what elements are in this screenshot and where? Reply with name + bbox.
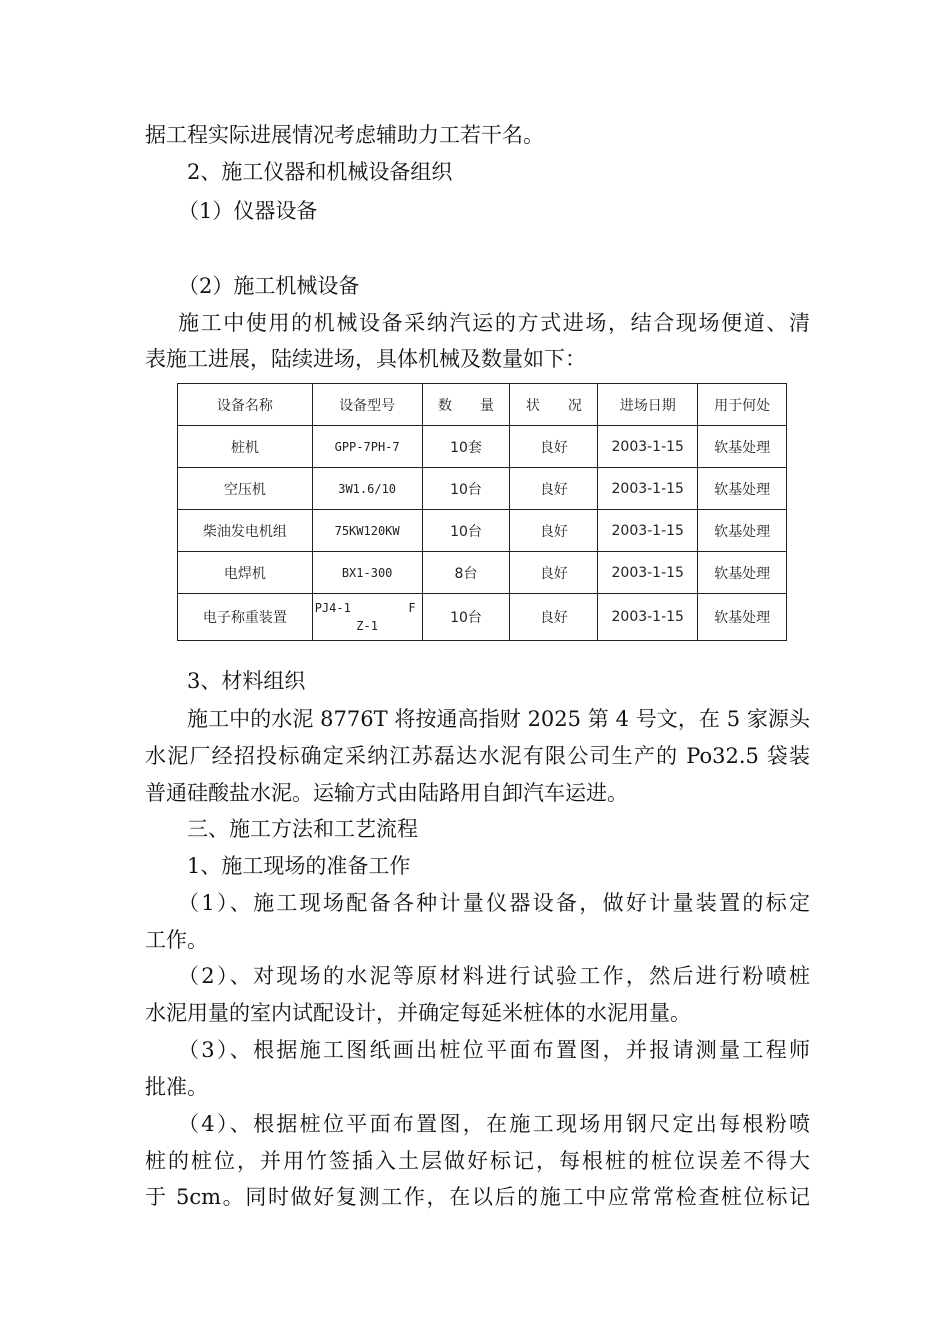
paragraph-line: 水泥厂经招投标确定采纳江苏磊达水泥有限公司生产的 Po32.5 袋装 xyxy=(145,744,810,768)
section-heading: 2、施工仪器和机械设备组织 xyxy=(187,160,453,184)
paragraph-line: （3）、根据施工图纸画出桩位平面布置图，并报请测量工程师 xyxy=(178,1038,810,1062)
paragraph-line: 施工中的水泥 8776T 将按通高指财 2025 第 4 号文，在 5 家源头 xyxy=(187,707,810,731)
table-cell: 软基处理 xyxy=(698,552,787,594)
table-cell-model-split xyxy=(312,594,422,641)
paragraph-line: 据工程实际进展情况考虑辅助力工若干名。 xyxy=(145,123,544,147)
table-header-cell: 状 况 xyxy=(510,384,598,426)
model-line-1 xyxy=(313,599,422,617)
table-cell: 良好 xyxy=(510,552,598,594)
table-cell: 10台 xyxy=(422,594,510,641)
paragraph-line: 水泥用量的室内试配设计，并确定每延米桩体的水泥用量。 xyxy=(145,1001,691,1025)
table-header-cell: 进场日期 xyxy=(598,384,698,426)
table-cell: 电焊机 xyxy=(178,552,313,594)
paragraph-line: 桩的桩位，并用竹签插入土层做好标记，每根桩的桩位误差不得大 xyxy=(145,1149,810,1173)
table-cell: 软基处理 xyxy=(698,594,787,641)
table-header-cell: 设备型号 xyxy=(312,384,422,426)
table-cell: 软基处理 xyxy=(698,468,787,510)
table-cell: 8台 xyxy=(422,552,510,594)
model-part: PJ4-1 xyxy=(314,601,351,615)
table-cell: 电子称重装置 xyxy=(178,594,313,641)
section-heading: 1、施工现场的准备工作 xyxy=(187,854,411,878)
table-cell: 10台 xyxy=(422,468,510,510)
paragraph-line: （2）、对现场的水泥等原材料进行试验工作，然后进行粉喷桩 xyxy=(178,964,810,988)
table-cell: 10套 xyxy=(422,426,510,468)
table-cell: 柴油发电机组 xyxy=(178,510,313,552)
table-row xyxy=(178,468,787,510)
table-cell: 良好 xyxy=(510,594,598,641)
table-cell: 软基处理 xyxy=(698,426,787,468)
table-cell: 良好 xyxy=(510,510,598,552)
paragraph-line: （1）、施工现场配备各种计量仪器设备，做好计量装置的标定 xyxy=(178,891,810,915)
table-cell: 75KW120KW xyxy=(312,510,422,552)
table-header-cell: 用于何处 xyxy=(698,384,787,426)
table-header-row xyxy=(178,384,787,426)
table-cell: 空压机 xyxy=(178,468,313,510)
paragraph-line: 批准。 xyxy=(145,1075,208,1099)
subsection-heading: （1）仪器设备 xyxy=(178,199,318,223)
table-header-cell: 设备名称 xyxy=(178,384,313,426)
table-cell: BX1-300 xyxy=(312,552,422,594)
paragraph-line: 于 5cm。同时做好复测工作，在以后的施工中应常常检查桩位标记 xyxy=(145,1185,810,1209)
model-part: F xyxy=(408,601,416,615)
table-cell: 10台 xyxy=(422,510,510,552)
paragraph-line: 施工中使用的机械设备采纳汽运的方式进场，结合现场便道、清 xyxy=(178,311,810,335)
table-header-cell: 数 量 xyxy=(422,384,510,426)
table-cell: 2003-1-15 xyxy=(598,594,698,641)
table-cell: 2003-1-15 xyxy=(598,552,698,594)
table-row xyxy=(178,510,787,552)
table-cell: 软基处理 xyxy=(698,510,787,552)
paragraph-line: 工作。 xyxy=(145,928,208,952)
table-cell: 良好 xyxy=(510,468,598,510)
table-cell: 良好 xyxy=(510,426,598,468)
paragraph-line: 表施工进展，陆续进场，具体机械及数量如下： xyxy=(145,347,586,371)
table-cell: 桩机 xyxy=(178,426,313,468)
paragraph-line: （4）、根据桩位平面布置图，在施工现场用钢尺定出每根粉喷 xyxy=(178,1112,810,1136)
equipment-table xyxy=(177,383,787,641)
table-cell: GPP-7PH-7 xyxy=(312,426,422,468)
subsection-heading: （2）施工机械设备 xyxy=(178,274,360,298)
section-heading: 3、材料组织 xyxy=(187,669,306,693)
table-row xyxy=(178,426,787,468)
table-row xyxy=(178,594,787,641)
table-cell: 3W1.6/10 xyxy=(312,468,422,510)
table-cell: 2003-1-15 xyxy=(598,468,698,510)
table-row xyxy=(178,552,787,594)
table-cell: 2003-1-15 xyxy=(598,426,698,468)
section-heading: 三、施工方法和工艺流程 xyxy=(187,817,418,841)
paragraph-line: 普通硅酸盐水泥。运输方式由陆路用自卸汽车运进。 xyxy=(145,781,628,805)
table-cell: 2003-1-15 xyxy=(598,510,698,552)
model-line-2: Z-1 xyxy=(356,619,378,633)
